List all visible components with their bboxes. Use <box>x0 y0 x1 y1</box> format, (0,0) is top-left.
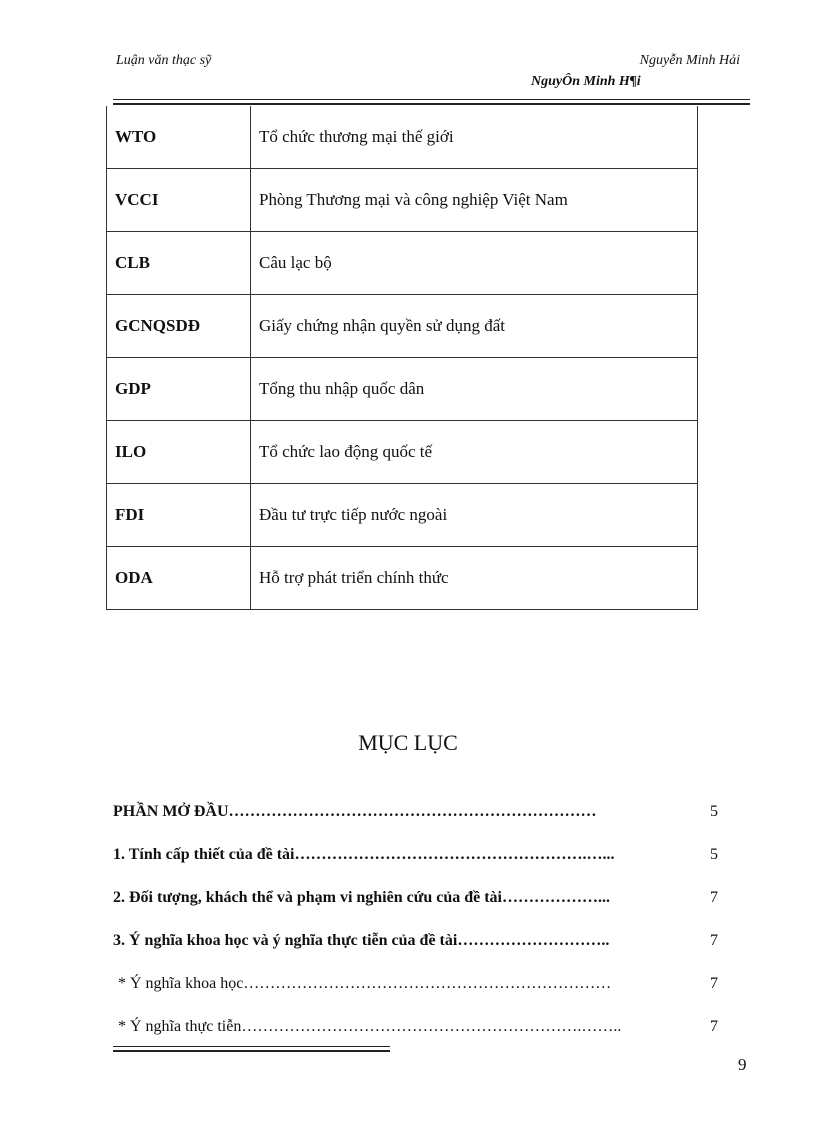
table-row <box>107 421 698 484</box>
toc-entry-page: 5 <box>710 803 718 820</box>
toc-entry-label: * Ý nghĩa thực tiễn……………………………………………………….…….. <box>118 1018 622 1035</box>
footer-rule-thick <box>113 1050 390 1052</box>
abbr-key: ILO <box>107 421 251 484</box>
abbr-value: Tổ chức thương mại thế giới <box>251 106 698 169</box>
header-rule-thick <box>113 103 750 105</box>
abbr-key: WTO <box>107 106 251 169</box>
abbr-value: Hỗ trợ phát triển chính thức <box>251 547 698 610</box>
toc-entry-label: 2. Đối tượng, khách thể và phạm vi nghiên cứu của đề tài………………... <box>113 889 610 906</box>
header-author-garbled: NguyÔn Minh H¶i <box>531 74 641 89</box>
toc-entry-page: 5 <box>710 846 718 863</box>
abbr-key: FDI <box>107 484 251 547</box>
footer-rule <box>113 1046 390 1047</box>
toc-entry-page: 7 <box>710 932 718 949</box>
header-left: Luận văn thạc sỹ <box>116 53 212 68</box>
toc-entry[interactable] <box>113 929 718 972</box>
abbreviation-table <box>106 106 698 610</box>
table-row <box>107 484 698 547</box>
table-row <box>107 169 698 232</box>
toc-entry[interactable] <box>113 800 718 843</box>
abbr-value: Giấy chứng nhận quyền sử dụng đất <box>251 295 698 358</box>
header-rule <box>113 99 750 100</box>
table-row <box>107 106 698 169</box>
toc-entry-page: 7 <box>710 889 718 906</box>
abbr-key: GDP <box>107 358 251 421</box>
abbr-value: Tổng thu nhập quốc dân <box>251 358 698 421</box>
table-row <box>107 295 698 358</box>
toc-entry[interactable] <box>113 843 718 886</box>
toc-entry-page: 7 <box>710 975 718 992</box>
toc-entry-label: PHẦN MỞ ĐẦU…………………………………………………………… <box>113 803 597 820</box>
table-row <box>107 232 698 295</box>
table-of-contents <box>113 800 718 1058</box>
abbr-value: Tổ chức lao động quốc tế <box>251 421 698 484</box>
toc-entry-label: * Ý nghĩa khoa học…………………………………………………………… <box>118 975 612 992</box>
abbr-key: GCNQSDĐ <box>107 295 251 358</box>
abbr-key: VCCI <box>107 169 251 232</box>
toc-title: MỤC LỤC <box>358 730 458 755</box>
abbr-key: CLB <box>107 232 251 295</box>
toc-entry[interactable] <box>113 886 718 929</box>
table-row <box>107 358 698 421</box>
header-author: Nguyễn Minh Hải <box>639 53 740 68</box>
toc-entry[interactable] <box>113 972 718 1015</box>
page-number: 9 <box>738 1055 747 1074</box>
abbr-value: Câu lạc bộ <box>251 232 698 295</box>
abbr-value: Phòng Thương mại và công nghiệp Việt Nam <box>251 169 698 232</box>
toc-entry-label: 3. Ý nghĩa khoa học và ý nghĩa thực tiễn của đề tài……………………….. <box>113 932 610 949</box>
toc-entry-label: 1. Tính cấp thiết của đề tài……………………………………………….…... <box>113 846 615 863</box>
toc-entry-page: 7 <box>710 1018 718 1035</box>
abbr-key: ODA <box>107 547 251 610</box>
abbr-value: Đầu tư trực tiếp nước ngoài <box>251 484 698 547</box>
table-row <box>107 547 698 610</box>
